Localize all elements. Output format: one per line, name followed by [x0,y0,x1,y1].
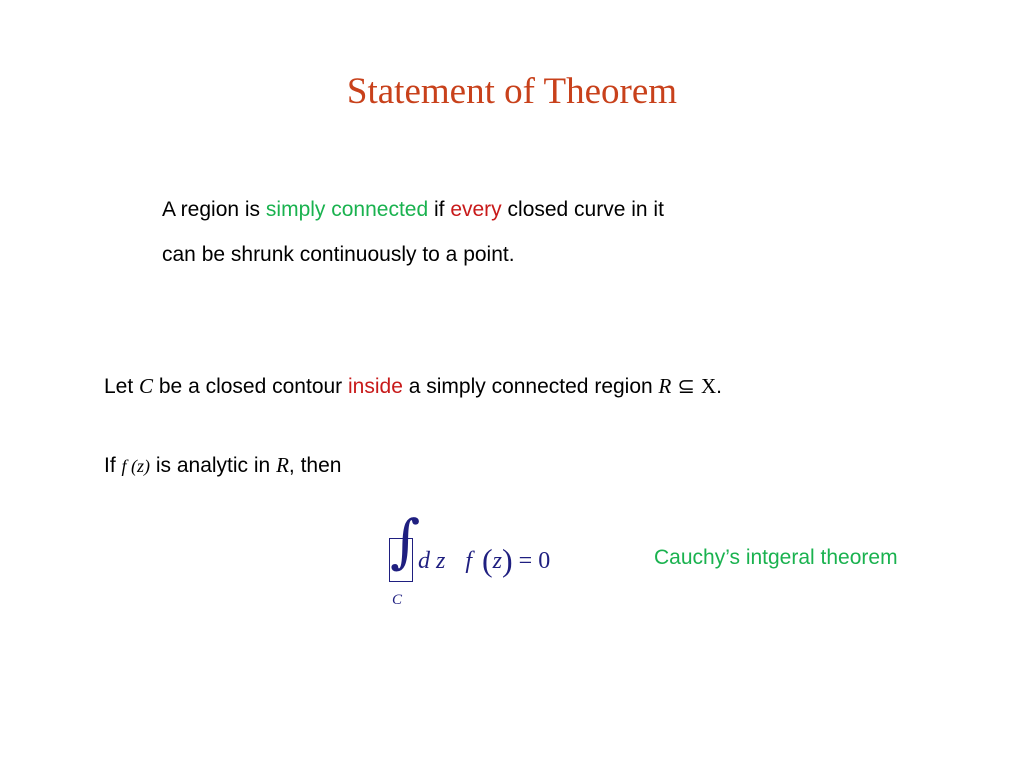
statement-text-3: a simply connected region [402,375,659,398]
statement-text-2: be a closed contour [153,375,349,398]
equals-zero: = 0 [518,548,551,574]
function-symbol: f (z) [121,456,151,476]
region-symbol-2: R [276,453,289,477]
definition-text-1: A region is [162,198,266,221]
space-symbol: X [700,374,717,398]
differential: d z [418,548,446,574]
inside-highlight: inside [348,375,403,398]
statement-then: , then [288,454,342,477]
statement-analytic: is analytic in [150,454,277,477]
definition-text-2: if [428,198,451,221]
region-symbol: R [658,374,672,398]
subset-symbol: ⊆ [677,374,695,398]
definition-line-2: can be shrunk continuously to a point. [162,243,515,266]
integral-sign: ∫ [390,507,421,575]
every-highlight: every [450,198,502,221]
definition-line-1 [162,197,664,222]
contour-label: C [392,592,403,608]
statement-if: If [104,454,122,477]
statement-text-1: Let [104,375,140,398]
statement-end: . [716,375,722,398]
formula-variable: z [492,548,503,574]
function-name: f [465,548,473,574]
statement-line-1 [104,374,722,399]
simply-connected-highlight: simply connected [265,198,429,221]
theorem-caption: Cauchy’s intgeral theorem [654,546,898,569]
close-paren: ) [502,542,513,578]
definition-text-3: closed curve in it [501,198,664,221]
cauchy-formula [384,507,624,620]
formula-body [418,542,550,579]
statement-line-2 [104,453,341,478]
contour-symbol: C [139,374,154,398]
slide-title: Statement of Theorem [346,71,678,112]
open-paren: ( [482,542,493,578]
